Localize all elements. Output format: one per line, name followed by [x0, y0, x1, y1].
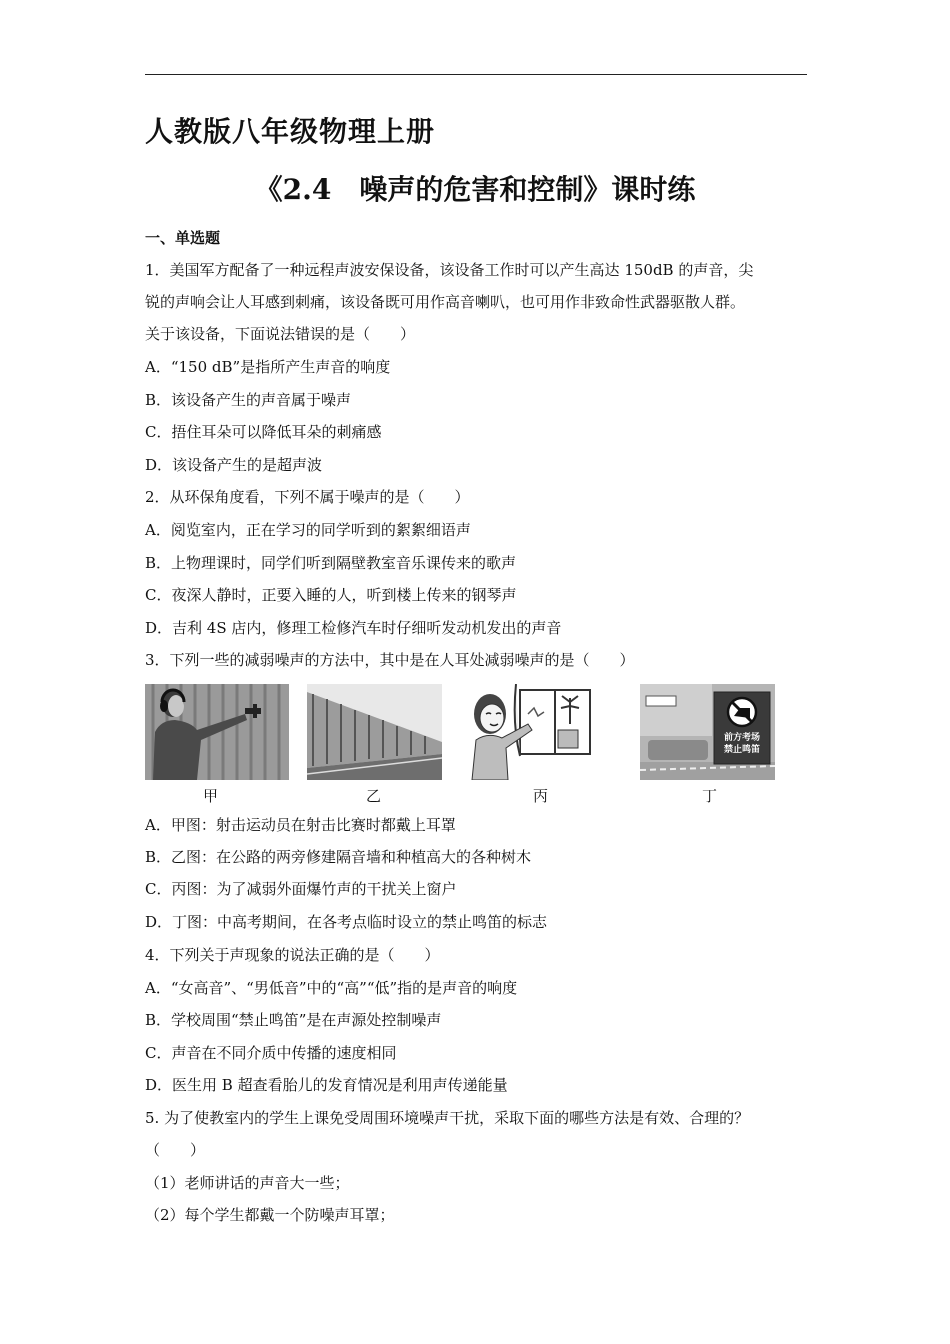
answer-option: B．上物理课时，同学们听到隔壁教室音乐课传来的歌声	[145, 554, 517, 572]
answer-option: A．“150 dB”是指所产生声音的响度	[145, 358, 391, 376]
answer-option: D．丁图：中高考期间，在各考点临时设立的禁止鸣笛的标志	[145, 913, 548, 931]
figure-jia-shooter-image	[145, 684, 289, 780]
figure-yi-barrier-image	[307, 684, 442, 780]
header-rule	[145, 74, 807, 75]
figure-bing-window-image	[458, 684, 594, 780]
answer-option: （1）老师讲话的声音大一些；	[145, 1174, 350, 1192]
document-subtitle: 《2.4 噪声的危害和控制》课时练	[254, 173, 696, 206]
document-title: 人教版八年级物理上册	[145, 115, 436, 148]
answer-option: B．学校周围“禁止鸣笛”是在声源处控制噪声	[145, 1011, 442, 1029]
answer-option: （2）每个学生都戴一个防噪声耳罩；	[145, 1206, 395, 1224]
figure-ding-sign-image	[640, 684, 775, 780]
answer-option: B．该设备产生的声音属于噪声	[145, 391, 352, 409]
question-text: 关于该设备，下面说法错误的是（ ）	[145, 325, 416, 343]
answer-option: C．夜深人静时，正要入睡的人，听到楼上传来的钢琴声	[145, 586, 517, 604]
question-text: 3．下列一些的减弱噪声的方法中，其中是在人耳处减弱噪声的是（ ）	[145, 651, 635, 669]
question-text: 2．从环保角度看，下列不属于噪声的是（ ）	[145, 488, 470, 506]
answer-option: A．阅览室内，正在学习的同学听到的絮絮细语声	[145, 521, 471, 539]
sign-text: 前方考场	[723, 733, 760, 743]
answer-option: D．吉利 4S 店内，修理工检修汽车时仔细听发动机发出的声音	[145, 619, 562, 637]
answer-option: C．声音在不同介质中传播的速度相同	[145, 1044, 397, 1062]
answer-option: C．捂住耳朵可以降低耳朵的刺痛感	[145, 423, 382, 441]
answer-option: C．丙图：为了减弱外面爆竹声的干扰关上窗户	[145, 880, 457, 898]
figure-caption: 甲	[203, 787, 219, 805]
answer-option: D．该设备产生的是超声波	[145, 456, 323, 474]
answer-option: A．“女高音”、“男低音”中的“高”“低”指的是声音的响度	[145, 979, 518, 997]
answer-option: A．甲图：射击运动员在射击比赛时都戴上耳罩	[145, 816, 456, 834]
question-text: （ ）	[145, 1141, 206, 1159]
section-heading: 一、单选题	[145, 229, 221, 247]
figure-caption: 丁	[702, 787, 718, 805]
question-text: 锐的声响会让人耳感到刺痛，该设备既可用作高音喇叭，也可用作非致命性武器驱散人群。	[145, 293, 746, 311]
question-text: 1．美国军方配备了一种远程声波安保设备，该设备工作时可以产生高达 150dB 的声音，尖	[145, 261, 754, 279]
question-text: 4．下列关于声现象的说法正确的是（ ）	[145, 946, 440, 964]
sign-text: 禁止鸣笛	[723, 745, 760, 755]
figure-row	[145, 684, 785, 804]
figure-caption: 乙	[366, 787, 382, 805]
answer-option: D．医生用 B 超查看胎儿的发育情况是利用声传递能量	[145, 1076, 508, 1094]
question-text: 5. 为了使教室内的学生上课免受周围环境噪声干扰，采取下面的哪些方法是有效、合理的？	[145, 1109, 750, 1127]
figure-caption: 丙	[533, 787, 549, 805]
answer-option: B．乙图：在公路的两旁修建隔音墙和种植高大的各种树木	[145, 848, 532, 866]
